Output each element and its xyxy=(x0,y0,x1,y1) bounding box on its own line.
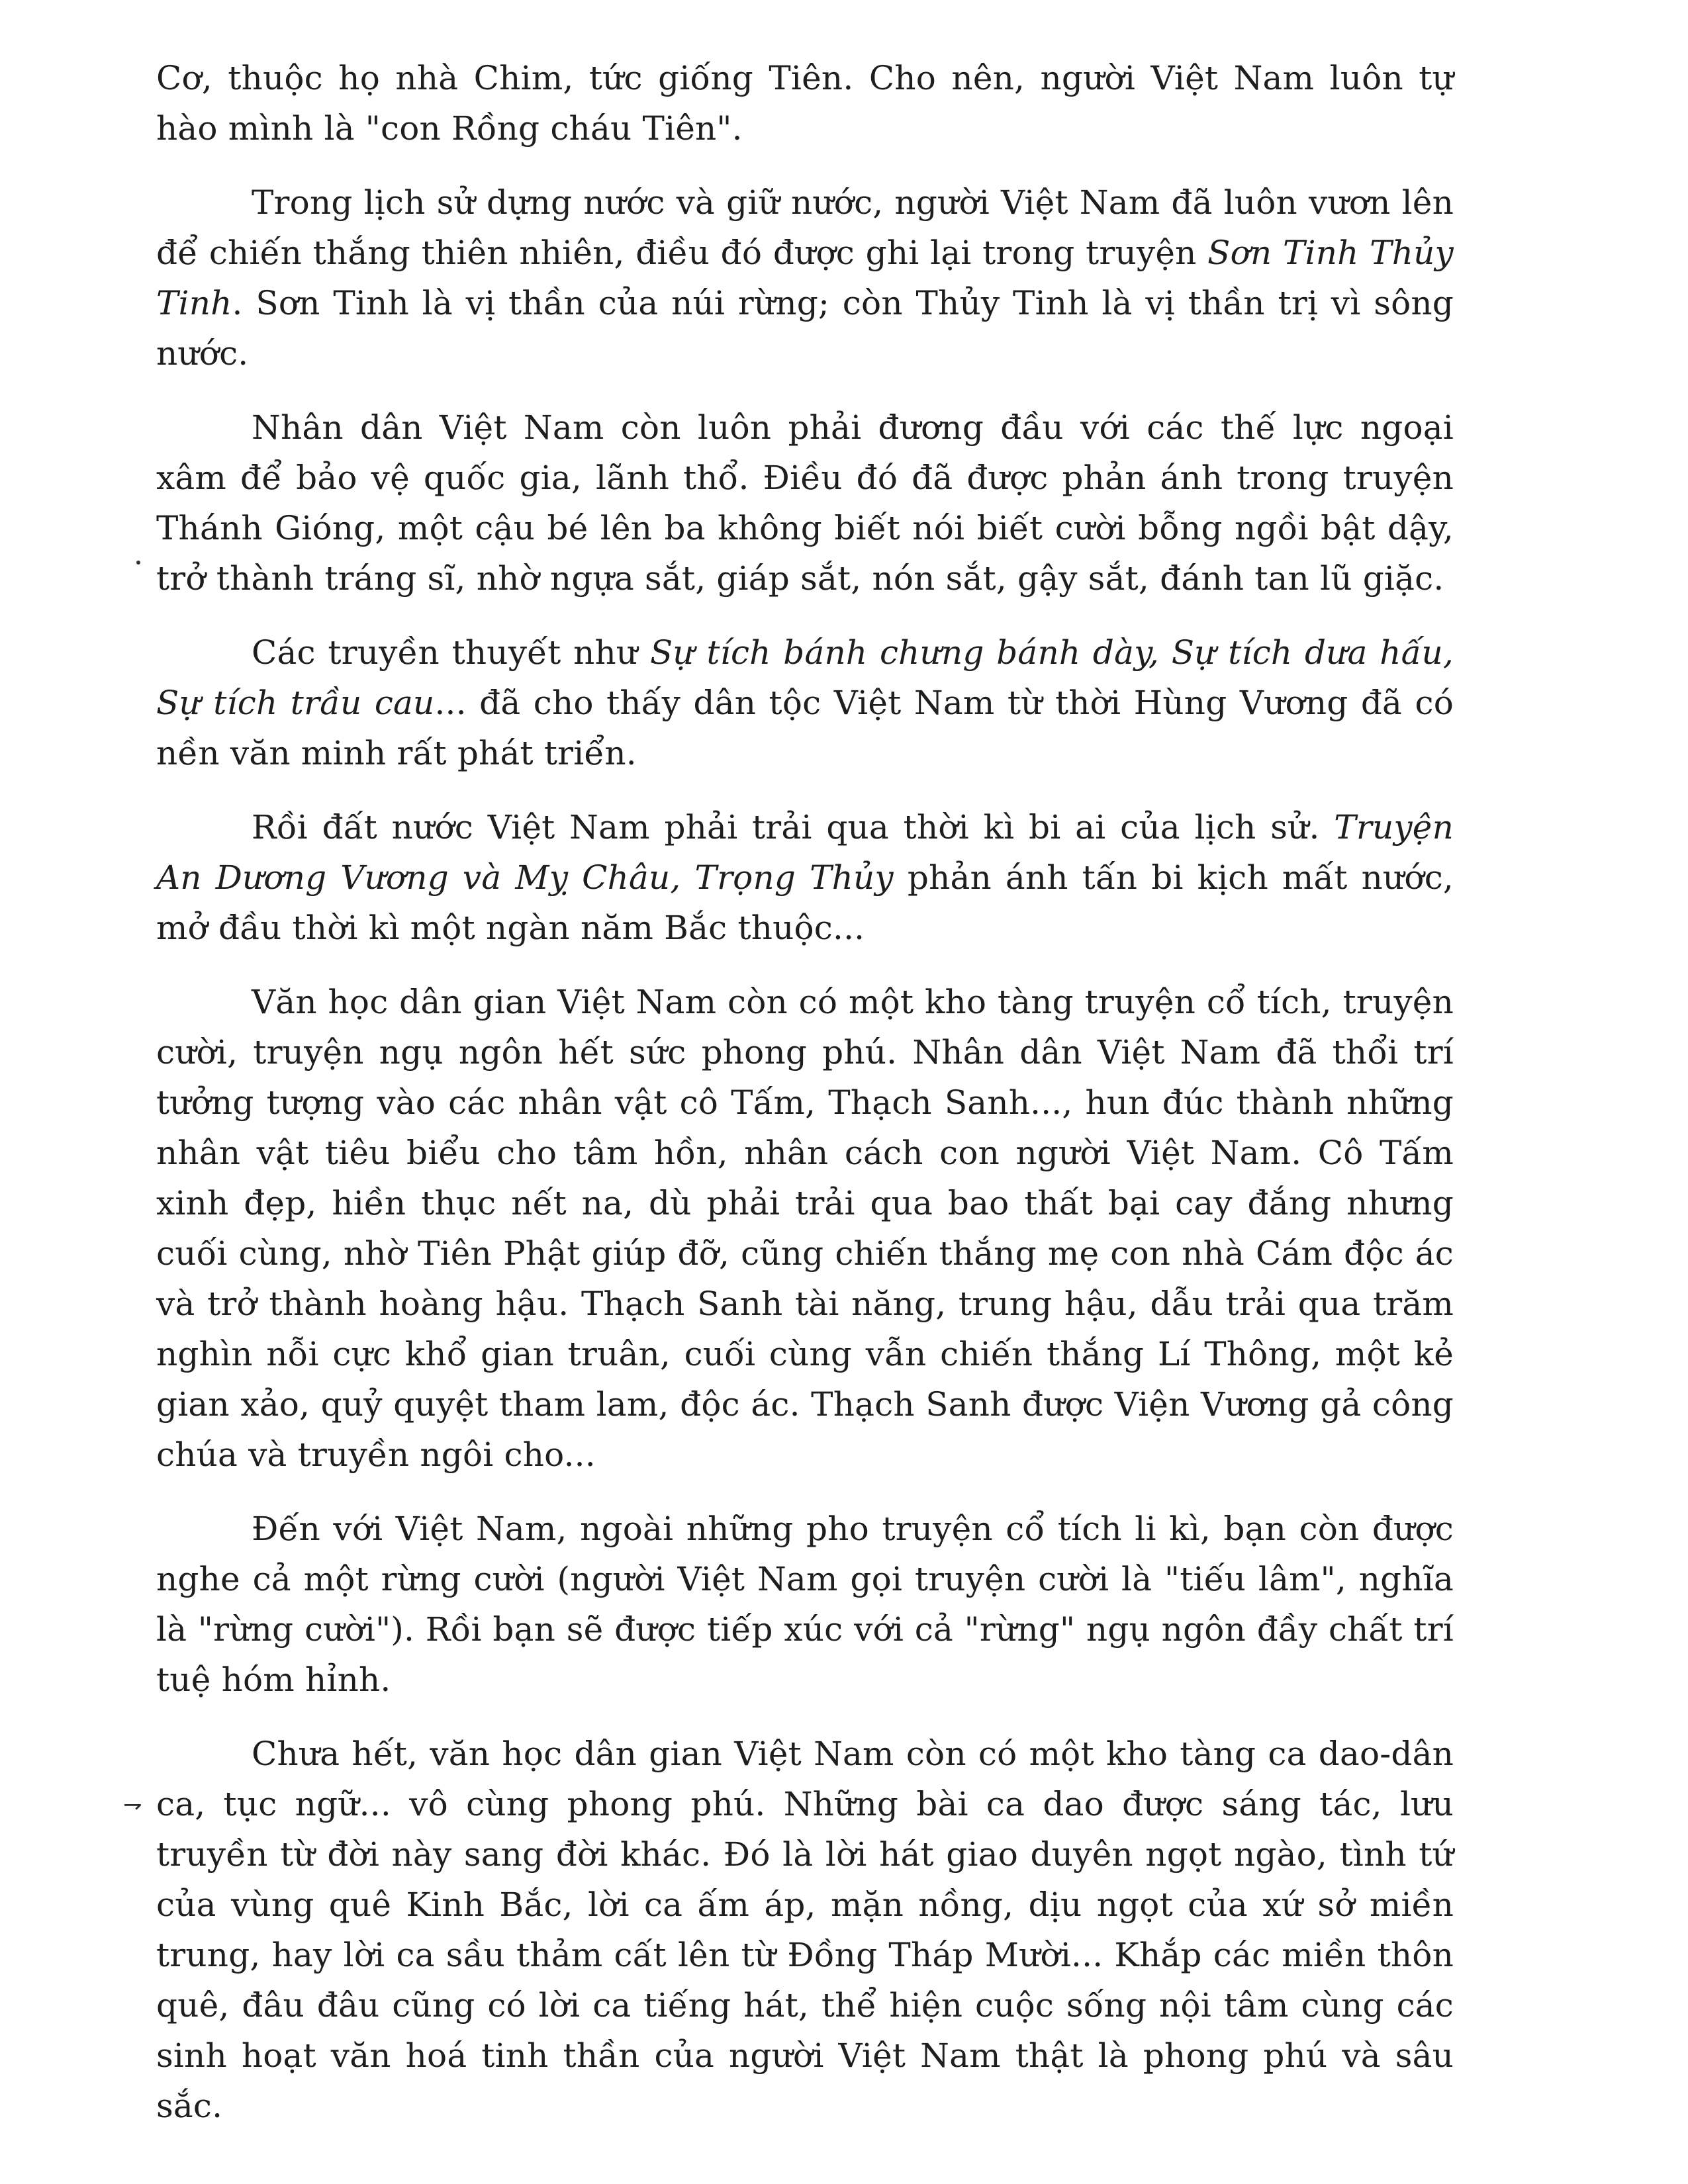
italic-title: Truyện An Dương Vương và Mỵ Châu, Trọng Thủy xyxy=(156,808,1454,897)
paragraph-7 xyxy=(156,1729,1454,2131)
text-run: Chưa hết, văn học dân gian Việt Nam còn có một kho tàng ca dao-dân ca, tục ngữ... vô cùng phong phú. Những bài ca dao được sáng tác, lưu truyền từ đời này sang đời khác. Đó là lời hát giao duyên ngọt ngào, tình tứ của vùng quê Kinh Bắc, lời ca ấm áp, mặn nồng, dịu ngọt của xứ sở miền trung, hay lời ca sầu thảm cất lên từ Đồng Tháp Mười... Khắp các miền thôn quê, đâu đâu cũng có lời ca tiếng hát, thể hiện cuộc sống nội tâm cùng các sinh hoạt văn hoá tinh thần của người Việt Nam thật là phong phú và sâu sắc. xyxy=(156,1735,1454,2125)
margin-mark-icon: ⇁ xyxy=(123,1792,142,1818)
text-run: ... đã cho thấy dân tộc Việt Nam từ thời Hùng Vương đã có nền văn minh rất phát triển. xyxy=(156,684,1454,772)
paragraph-1 xyxy=(156,177,1454,379)
paragraph-6 xyxy=(156,1504,1454,1705)
text-run: Văn học dân gian Việt Nam còn có một kho tàng truyện cổ tích, truyện cười, truyện ngụ ngôn hết sức phong phú. Nhân dân Việt Nam đã thổi trí tưởng tượng vào các nhân vật cô Tấm, Thạch Sanh..., hun đúc thành những nhân vật tiêu biểu cho tâm hồn, nhân cách con người Việt Nam. Cô Tấm xinh đẹp, hiền thục nết na, dù phải trải qua bao thất bại cay đắng nhưng cuối cùng, nhờ Tiên Phật giúp đỡ, cũng chiến thắng mẹ con nhà Cám độc ác và trở thành hoàng hậu. Thạch Sanh tài năng, trung hậu, dẫu trải qua trăm nghìn nỗi cực khổ gian truân, cuối cùng vẫn chiến thắng Lí Thông, một kẻ gian xảo, quỷ quyệt tham lam, độc ác. Thạch Sanh được Viện Vương gả công chúa và truyền ngôi cho... xyxy=(156,983,1454,1474)
text-run: Rồi đất nước Việt Nam phải trải qua thời kì bi ai của lịch sử. xyxy=(252,808,1335,846)
paragraph-5 xyxy=(156,977,1454,1480)
paragraph-2 xyxy=(156,402,1454,604)
text-run: . Sơn Tinh là vị thần của núi rừng; còn Thủy Tinh là vị thần trị vì sông nước. xyxy=(156,284,1454,373)
paragraph-4 xyxy=(156,802,1454,953)
text-run: Nhân dân Việt Nam còn luôn phải đương đầu với các thế lực ngoại xâm để bảo vệ quốc gia, lãnh thổ. Điều đó đã được phản ánh trong truyện Thánh Gióng, một cậu bé lên ba không biết nói biết cười bỗng ngồi bật dậy, trở thành tráng sĩ, nhờ ngựa sắt, giáp sắt, nón sắt, gậy sắt, đánh tan lũ giặc. xyxy=(156,408,1454,598)
italic-title: Sơn Tinh Thủy Tinh xyxy=(156,234,1454,322)
text-run: Cơ, thuộc họ nhà Chim, tức giống Tiên. Cho nên, người Việt Nam luôn tự hào mình là "con Rồng cháu Tiên". xyxy=(156,59,1454,148)
italic-title: Sự tích bánh chưng bánh dày, Sự tích dưa hấu, Sự tích trầu cau xyxy=(156,633,1454,722)
text-run: phản ánh tấn bi kịch mất nước, mở đầu thời kì một ngàn năm Bắc thuộc... xyxy=(156,858,1454,947)
paragraph-3 xyxy=(156,627,1454,778)
text-run: Trong lịch sử dựng nước và giữ nước, người Việt Nam đã luôn vươn lên để chiến thắng thiên nhiên, điều đó được ghi lại trong truyện xyxy=(156,183,1454,272)
text-run: Các truyền thuyết như xyxy=(252,633,650,672)
document-page xyxy=(156,53,1454,2155)
margin-speck xyxy=(136,561,140,565)
paragraph-0 xyxy=(156,53,1454,154)
text-run: Đến với Việt Nam, ngoài những pho truyện cổ tích li kì, bạn còn được nghe cả một rừng cười (người Việt Nam gọi truyện cười là "tiếu lâm", nghĩa là "rừng cười"). Rồi bạn sẽ được tiếp xúc với cả "rừng" ngụ ngôn đầy chất trí tuệ hóm hỉnh. xyxy=(156,1510,1454,1699)
